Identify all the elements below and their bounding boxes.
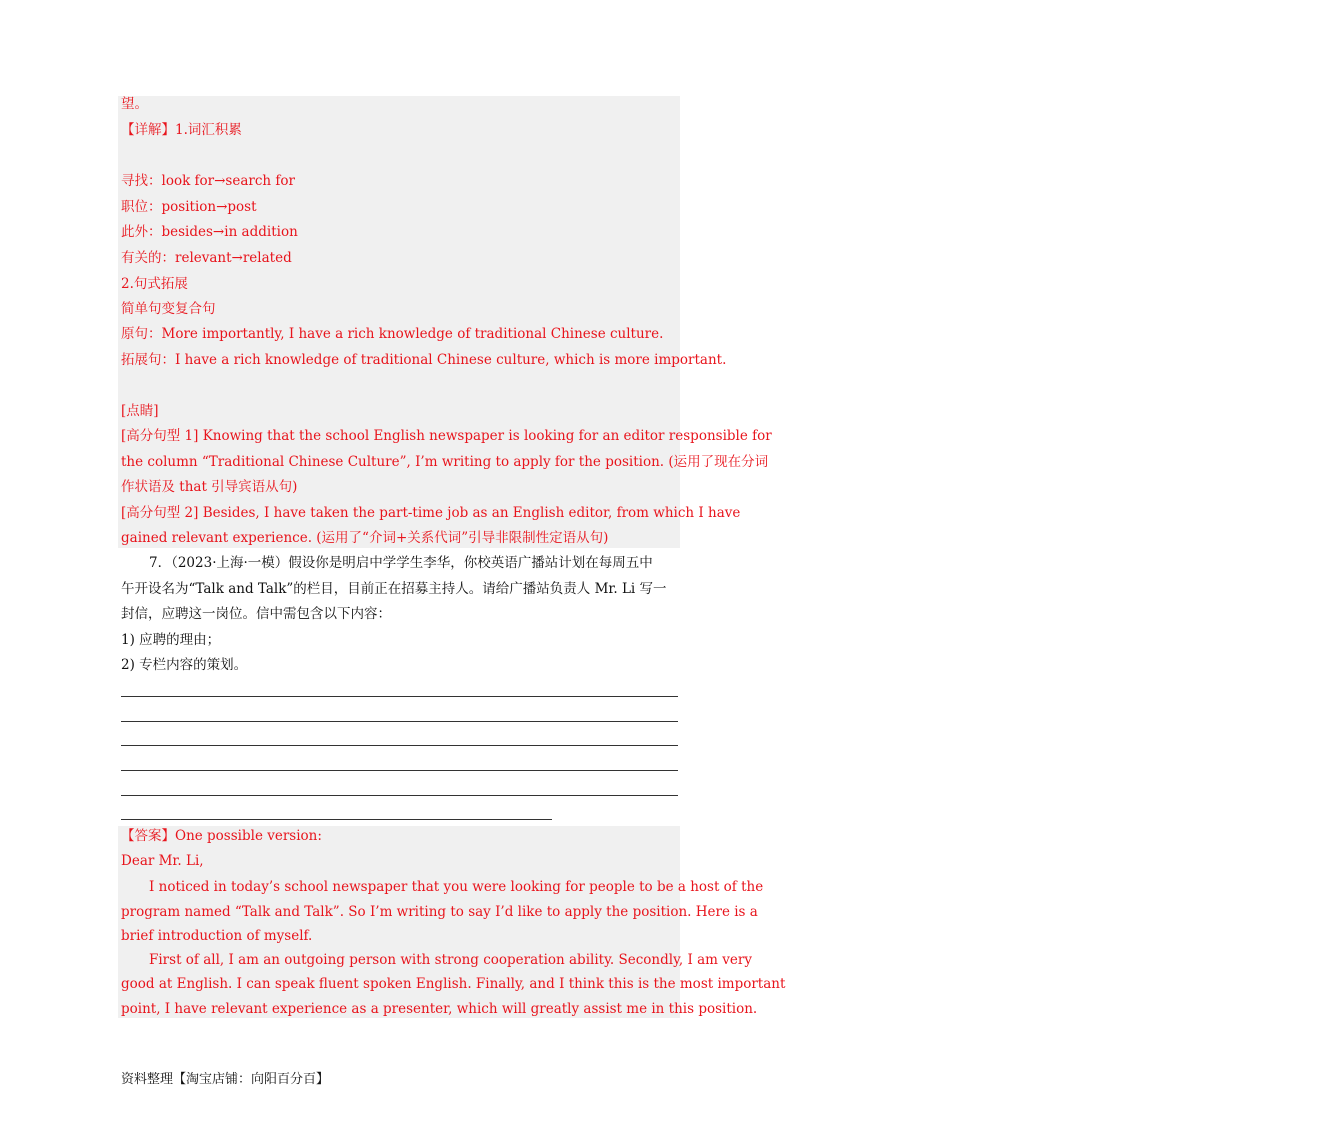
original-sentence: 原句：More importantly, I have a rich knowledge of traditional Chinese culture. [121,326,664,342]
comment-line: [高分句型 2] Besides, I have taken the part-time job as an English editor, from which I have [121,505,741,521]
text-line: 望。 [121,96,148,112]
page-footer: 资料整理【淘宝店铺：向阳百分百】 [121,1072,330,1087]
vocab-item: 寻找：look for→search for [121,173,295,189]
comment-label: [点睛] [121,403,159,419]
comment-line: [高分句型 1] Knowing that the school English newspaper is looking for an editor responsible for [121,428,772,444]
detail-heading: 【详解】1.词汇积累 [121,122,242,138]
writing-line [121,795,678,796]
letter-line: brief introduction of myself. [121,928,313,944]
question-prompt: 7．（2023·上海·一模）假设你是明启中学学生李华，你校英语广播站计划在每周五中 [149,555,653,571]
letter-line: program named “Talk and Talk”. So I’m writing to say I’d like to apply the position. Here is a [121,904,758,920]
answer-heading: 【答案】One possible version: [121,828,322,844]
vocab-item: 职位：position→post [121,199,257,215]
question-point: 2) 专栏内容的策划。 [121,657,248,673]
letter-line: good at English. I can speak fluent spoken English. Finally, and I think this is the most important [121,976,786,992]
writing-line [121,721,678,722]
writing-line [121,770,678,771]
expanded-sentence: 拓展句：I have a rich knowledge of traditional Chinese culture, which is more important. [121,352,727,368]
letter-salutation: Dear Mr. Li, [121,853,204,869]
comment-line: gained relevant experience. (运用了“介词+关系代词”引导非限制性定语从句) [121,530,609,546]
question-point: 1) 应聘的理由； [121,632,221,648]
sentence-subheading: 简单句变复合句 [121,301,216,317]
question-prompt: 午开设名为“Talk and Talk”的栏目，目前正在招募主持人。请给广播站负责人 Mr. Li 写一 [121,581,667,597]
writing-line [121,696,678,697]
writing-line [121,745,678,746]
letter-line: I noticed in today’s school newspaper that you were looking for people to be a host of the [149,879,764,895]
question-prompt: 封信，应聘这一岗位。信中需包含以下内容： [121,606,391,622]
vocab-item: 此外：besides→in addition [121,224,298,240]
letter-line: First of all, I am an outgoing person with strong cooperation ability. Secondly, I am very [149,952,752,968]
sentence-heading: 2.句式拓展 [121,276,188,292]
writing-line [121,819,552,820]
letter-line: point, I have relevant experience as a presenter, which will greatly assist me in this position. [121,1001,758,1017]
comment-line: 作状语及 that 引导宾语从句) [121,479,298,495]
comment-line: the column “Traditional Chinese Culture”, I’m writing to apply for the position. (运用了现在分词 [121,454,769,470]
vocab-item: 有关的：relevant→related [121,250,292,266]
